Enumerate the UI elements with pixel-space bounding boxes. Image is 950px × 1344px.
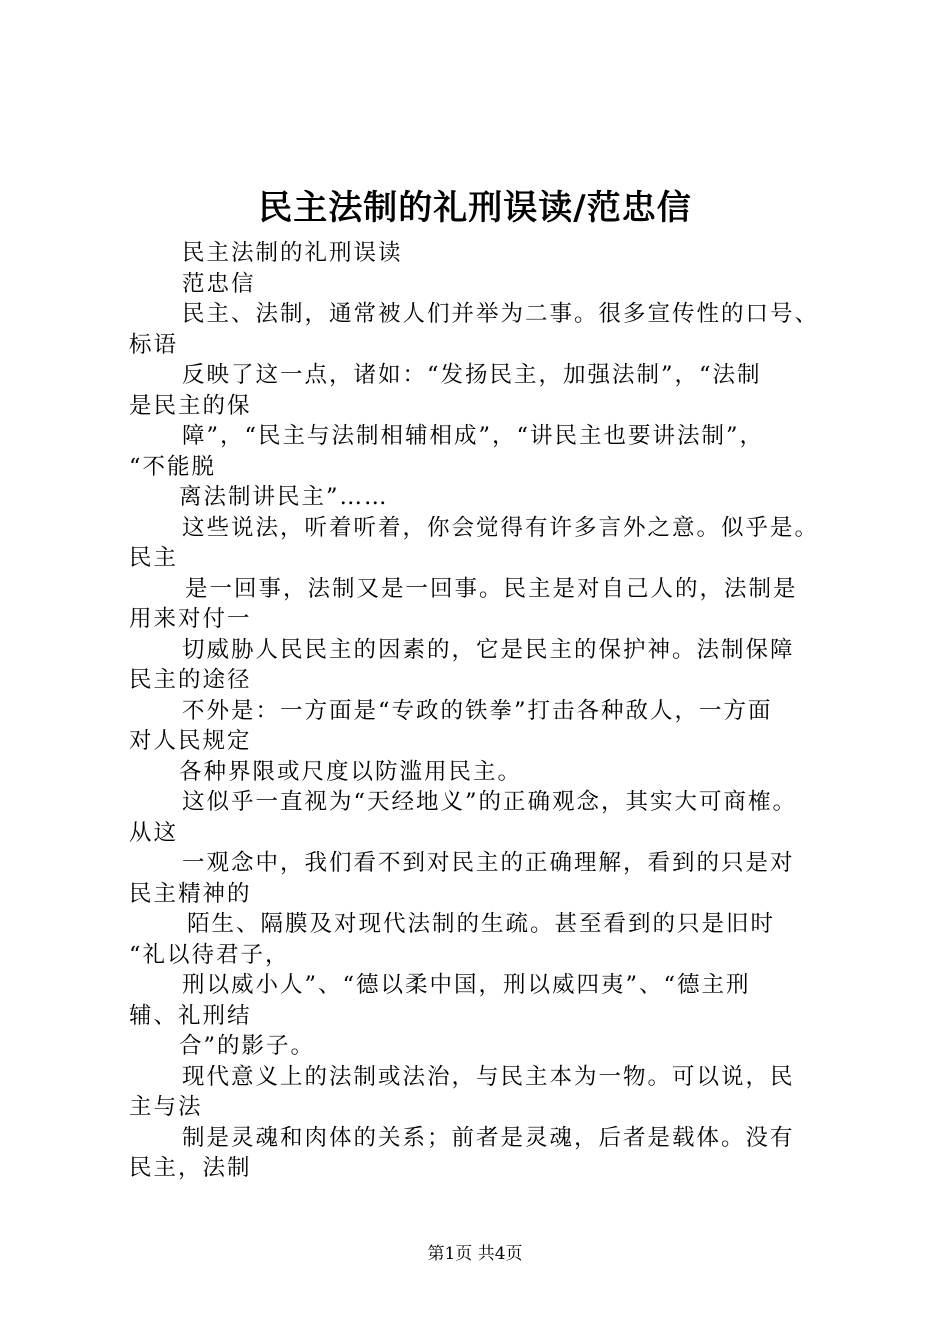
body-line: 刑以威小人”、“德以柔中国，刑以威四夷”、“德主刑 <box>182 972 751 998</box>
body-line: 主与法 <box>129 1094 203 1120</box>
body-line: 切威胁人民民主的因素的，它是民主的保护神。法制保障 <box>182 636 795 663</box>
body-line: 各种界限或尺度以防滥用民主。 <box>179 758 523 785</box>
body-line: 民主的途径 <box>129 667 252 693</box>
body-line: 制是灵魂和肉体的关系；前者是灵魂，后者是载体。没有 <box>182 1124 795 1151</box>
page-number-footer: 第1页 共4页 <box>427 1244 523 1264</box>
body-line: 民主精神的 <box>129 880 252 907</box>
body-line: 不外是：一方面是“专政的铁拳”打击各种敌人，一方面 <box>182 697 773 724</box>
body-line: 对人民规定 <box>129 728 252 754</box>
body-line: 用来对付一 <box>129 606 252 632</box>
body-line: 现代意义上的法制或法治，与民主本为一物。可以说，民 <box>182 1063 795 1090</box>
body-line: 这些说法，听着听着，你会觉得有许多言外之意。似乎是。 <box>182 514 820 541</box>
body-line: “礼以待君子， <box>129 941 290 968</box>
body-line: 辅、礼刑结 <box>129 1002 252 1029</box>
document-body <box>129 238 859 1184</box>
body-line: 从这 <box>129 819 179 846</box>
body-line: 是民主的保 <box>129 392 252 419</box>
body-line: 民主、法制，通常被人们并举为二事。很多宣传性的口号、 <box>182 301 820 327</box>
body-line: 民主 <box>129 545 179 571</box>
body-line: 陌生、隔膜及对现代法制的生疏。甚至看到的只是旧时 <box>187 911 776 937</box>
body-line: 民主，法制 <box>129 1155 252 1181</box>
body-line: 反映了这一点，诸如：“发扬民主，加强法制”，“法制 <box>182 362 762 388</box>
body-line: 障”，“民主与法制相辅相成”，“讲民主也要讲法制”， <box>182 423 765 449</box>
body-line: 范忠信 <box>182 270 256 297</box>
body-line: “不能脱 <box>129 453 217 480</box>
body-line: 离法制讲民主”…… <box>179 484 389 510</box>
body-line: 标语 <box>129 331 179 358</box>
body-line: 一观念中，我们看不到对民主的正确理解，看到的只是对 <box>182 850 795 876</box>
body-line: 合”的影子。 <box>179 1033 316 1059</box>
body-line: 这似乎一直视为“天经地义”的正确观念，其实大可商榷。 <box>182 789 798 815</box>
body-line: 民主法制的礼刑误读 <box>182 240 403 266</box>
document-title: 民主法制的礼刑误读/范忠信 <box>258 188 692 228</box>
body-line: 是一回事，法制又是一回事。民主是对自己人的，法制是 <box>185 575 798 602</box>
